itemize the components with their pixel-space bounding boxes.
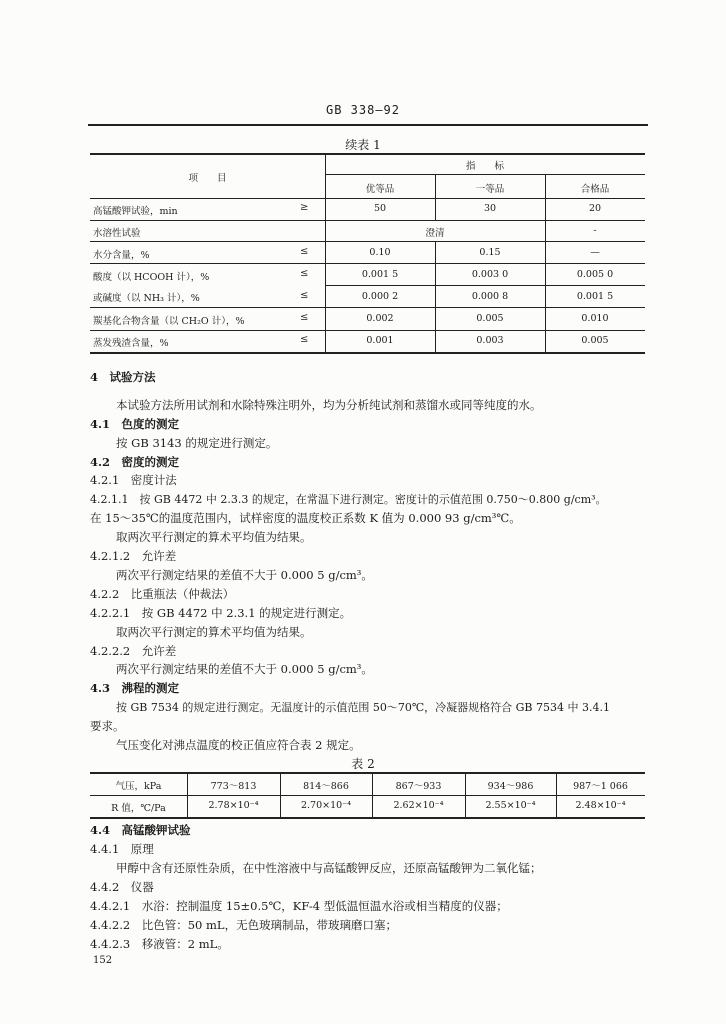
grade-header: 一等品 <box>475 184 505 195</box>
paragraph: 甲醇中含有还原性杂质，在中性溶液中与高锰酸钾反应，还原高锰酸钾为二氧化锰； <box>116 861 542 875</box>
paragraph: 取两次平行测定的算术平均值为结果。 <box>116 625 312 639</box>
paragraph: 4.4.2.3 移液管：2 mL。 <box>90 937 229 951</box>
header-rule <box>88 124 648 126</box>
r-value: 2.70×10⁻⁴ <box>300 800 352 811</box>
r-value: 2.78×10⁻⁴ <box>208 800 259 811</box>
pressure-range: 814～866 <box>303 781 349 792</box>
r-value-label: R 值，℃/Pa <box>111 803 166 814</box>
table1-caption: 续表 1 <box>345 138 381 152</box>
grade-header: 优等品 <box>365 184 395 195</box>
paragraph: 4.2.1.1 按 GB 4472 中 2.3.3 的规定，在常温下进行测定。密度计的示值范围 0.750～0.800 g/cm³。 <box>90 493 607 506</box>
row-value: 0.000 8 <box>471 291 509 302</box>
row-value: 0.001 5 <box>361 269 399 280</box>
paragraph: 本试验方法所用试剂和水除特殊注明外，均为分析纯试剂和蒸馏水或同等纯度的水。 <box>116 398 542 412</box>
paragraph: 4.4.2 仪器 <box>90 880 154 894</box>
section-heading: 4.4 高锰酸钾试验 <box>90 823 191 837</box>
paragraph: 在 15～35℃的温度范围内，试样密度的温度校正系数 K 值为 0.000 93 g/cm³℃。 <box>90 511 521 525</box>
row-merged-value: 澄清 <box>425 228 445 239</box>
paragraph: 4.4.2.1 水浴：控制温度 15±0.5℃，KF-4 型低温恒温水浴或相当精度的仪器； <box>90 899 508 913</box>
section-heading: 4.3 沸程的测定 <box>90 681 180 695</box>
row-item: 或碱度（以 NH₃ 计），% <box>93 293 200 304</box>
row-symbol: ≤ <box>300 334 309 345</box>
row-value: 0.010 <box>581 313 609 324</box>
row-value: 0.003 0 <box>471 269 509 280</box>
row-symbol: ≥ <box>300 202 309 213</box>
row-value: 0.003 <box>476 335 504 346</box>
section-heading: 4.1 色度的测定 <box>90 417 180 431</box>
row-value: 0.000 2 <box>361 291 399 302</box>
paragraph: 4.2.2 比重瓶法（仲裁法） <box>90 587 235 601</box>
section-heading: 4.2 密度的测定 <box>90 455 180 469</box>
r-value: 2.55×10⁻⁴ <box>485 800 536 811</box>
page-header: GB 338—92 <box>325 103 401 117</box>
paragraph: 两次平行测定结果的差值不大于 0.000 5 g/cm³。 <box>116 662 373 676</box>
row-value: 0.15 <box>479 247 501 258</box>
r-value: 2.62×10⁻⁴ <box>393 800 444 811</box>
row-item: 高锰酸钾试验，min <box>93 206 178 217</box>
row-value: 0.001 <box>366 335 394 346</box>
row-item: 酸度（以 HCOOH 计），% <box>93 272 210 283</box>
row-symbol: ≤ <box>300 246 309 257</box>
row-value: 50 <box>373 203 387 214</box>
paragraph: 两次平行测定结果的差值不大于 0.000 5 g/cm³。 <box>116 568 373 582</box>
grade-header: 合格品 <box>580 184 610 195</box>
paragraph: 按 GB 3143 的规定进行测定。 <box>116 436 278 450</box>
row-value: 0.002 <box>366 313 394 324</box>
row-value: 0.005 0 <box>576 269 614 280</box>
pressure-range: 934～986 <box>487 781 534 792</box>
table1-group-header: 指 标 <box>465 161 504 172</box>
row-item: 蒸发残渣含量，% <box>93 338 169 349</box>
table1-item-header: 项 目 <box>188 173 227 184</box>
row-item: 水溶性试验 <box>93 228 141 239</box>
row-item: 水分含量，% <box>93 250 150 261</box>
paragraph: 4.2.1 密度计法 <box>90 473 177 487</box>
row-value: 0.005 <box>476 313 504 324</box>
paragraph: 4.4.2.2 比色管：50 mL，无色玻璃制品，带玻璃磨口塞； <box>90 918 398 932</box>
paragraph: 按 GB 7534 的规定进行测定。无温度计的示值范围 50～70℃，冷凝器规格符合 GB 7534 中 3.4.1 <box>116 701 610 714</box>
row-value: - <box>593 225 597 236</box>
row-value: 30 <box>483 203 497 214</box>
row-value: — <box>590 247 600 258</box>
row-value: 0.001 5 <box>576 291 614 302</box>
row-symbol: ≤ <box>300 290 309 301</box>
row-value: 0.005 <box>581 335 609 346</box>
pressure-range: 867～933 <box>395 781 442 792</box>
section-heading: 4 试验方法 <box>90 370 156 384</box>
paragraph: 4.2.2.1 按 GB 4472 中 2.3.1 的规定进行测定。 <box>90 606 352 620</box>
row-symbol: ≤ <box>300 312 309 323</box>
row-value: 20 <box>588 203 602 214</box>
paragraph: 4.4.1 原理 <box>90 842 154 856</box>
r-value: 2.48×10⁻⁴ <box>575 800 626 811</box>
page-number: 152 <box>93 955 113 966</box>
paragraph: 4.2.2.2 允许差 <box>90 644 177 658</box>
pressure-label: 气压，kPa <box>115 781 162 792</box>
row-value: 0.10 <box>369 247 391 258</box>
pressure-range: 987～1 066 <box>573 781 628 792</box>
paragraph: 气压变化对沸点温度的校正值应符合表 2 规定。 <box>116 738 361 752</box>
paragraph: 4.2.1.2 允许差 <box>90 549 177 563</box>
paragraph: 取两次平行测定的算术平均值为结果。 <box>116 530 312 544</box>
pressure-range: 773～813 <box>210 781 257 792</box>
paragraph: 要求。 <box>90 719 125 733</box>
table2-caption: 表 2 <box>351 757 375 771</box>
row-item: 羰基化合物含量（以 CH₂O 计），% <box>93 316 245 327</box>
row-symbol: ≤ <box>300 268 309 279</box>
